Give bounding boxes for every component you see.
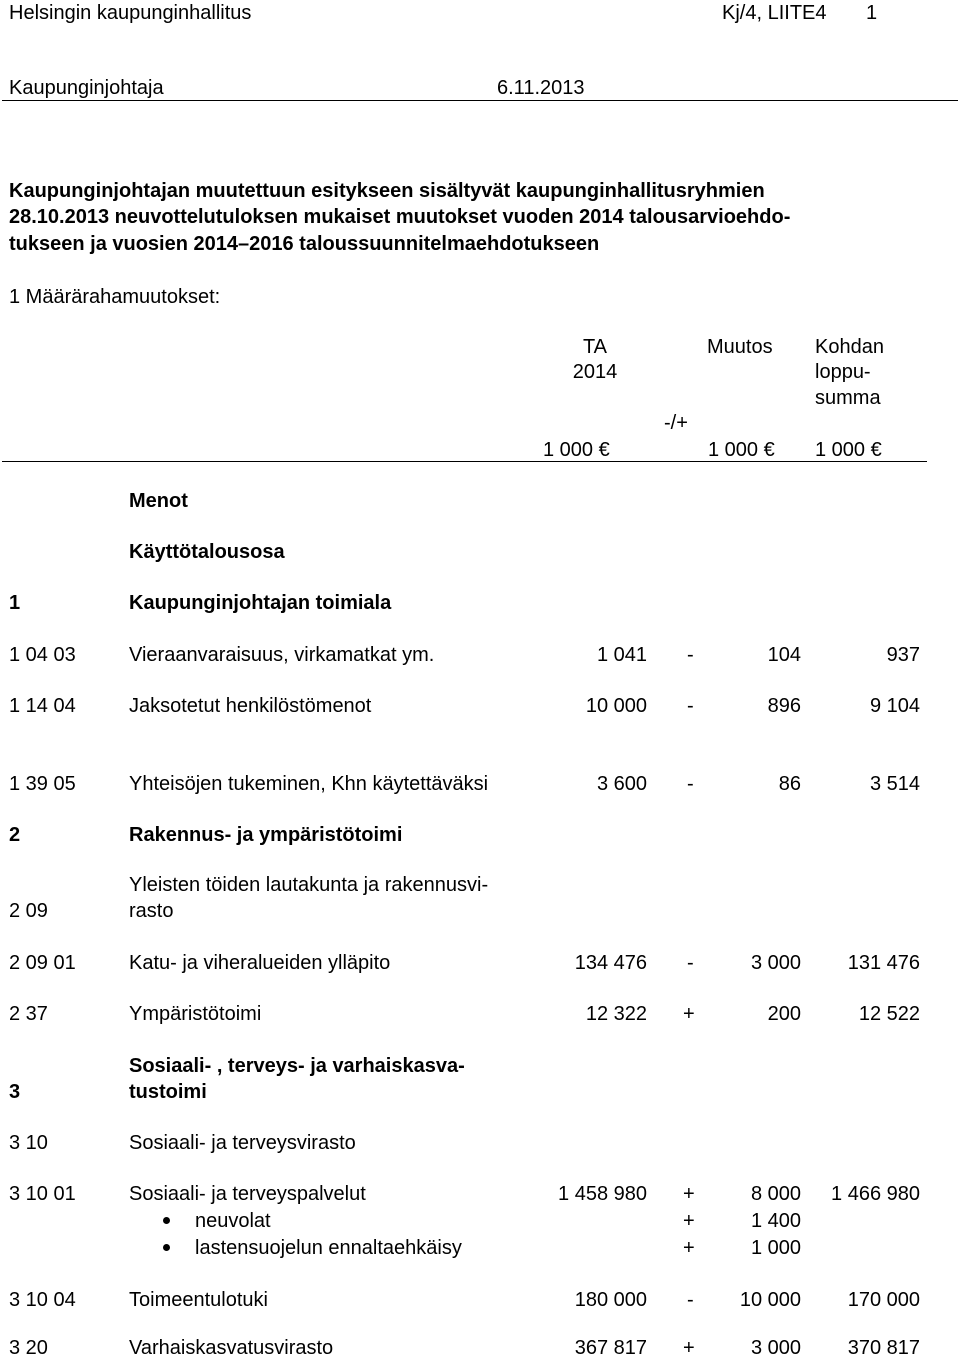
row-name: Rakennus- ja ympäristötoimi xyxy=(129,824,403,846)
row-code: 3 10 xyxy=(9,1132,48,1154)
row-code: 1 39 05 xyxy=(9,773,76,795)
col-sign: -/+ xyxy=(664,412,688,434)
header-page-number: 1 xyxy=(866,2,878,24)
row-name-line1: Sosiaali- , terveys- ja varhaiskasva- xyxy=(129,1055,465,1077)
row-total-value: 9 104 xyxy=(869,695,920,717)
row-name: Sosiaali- ja terveyspalvelut xyxy=(129,1183,366,1205)
row-change-value: 1 400 xyxy=(750,1210,801,1232)
row-name: Jaksotetut henkilöstömenot xyxy=(129,695,372,717)
header-ref: Kj/4, LIITE4 xyxy=(722,2,827,24)
title-line-3: tukseen ja vuosien 2014–2016 taloussuunnitelmaehdotukseen xyxy=(9,233,600,255)
row-sign: + xyxy=(683,1183,695,1205)
row-total-value: 3 514 xyxy=(869,773,920,795)
col-ta-unit: 1 000 € xyxy=(543,439,610,461)
row-change-value: 10 000 xyxy=(739,1289,801,1311)
row-name: Varhaiskasvatusvirasto xyxy=(129,1337,334,1359)
row-code: 1 xyxy=(9,592,21,614)
row-ta-value: 12 322 xyxy=(585,1003,647,1025)
row-sign: - xyxy=(687,952,694,974)
row-ta-value: 1 458 980 xyxy=(558,1183,647,1205)
row-code: 3 20 xyxy=(9,1337,48,1359)
row-sign: - xyxy=(687,1289,694,1311)
col-muutos-unit: 1 000 € xyxy=(708,439,775,461)
row-change-value: 104 xyxy=(767,644,801,666)
row-sign: - xyxy=(687,695,694,717)
row-name: Kaupunginjohtajan toimiala xyxy=(129,592,392,614)
header-org: Helsingin kaupunginhallitus xyxy=(9,2,252,24)
row-change-value: 1 000 xyxy=(750,1237,801,1259)
row-sign: + xyxy=(683,1210,695,1232)
title-line-1: Kaupunginjohtajan muutettuun esitykseen sisältyvät kaupunginhallitusryhmien xyxy=(9,180,765,202)
row-code: 3 10 01 xyxy=(9,1183,76,1205)
row-change-value: 3 000 xyxy=(750,1337,801,1359)
row-name: Toimeentulotuki xyxy=(129,1289,268,1311)
row-name: Vieraanvaraisuus, virkamatkat ym. xyxy=(129,644,435,666)
col-muutos: Muutos xyxy=(707,336,773,358)
row-change-value: 200 xyxy=(767,1003,801,1025)
table-header-rule xyxy=(2,461,927,462)
row-total-value: 170 000 xyxy=(847,1289,920,1311)
row-ta-value: 180 000 xyxy=(574,1289,647,1311)
row-ta-value: 134 476 xyxy=(574,952,647,974)
row-sign: - xyxy=(687,644,694,666)
col-kohdan-line3: summa xyxy=(815,387,881,409)
row-code: 2 37 xyxy=(9,1003,48,1025)
group-kayttotalousosa: Käyttötalousosa xyxy=(129,541,285,563)
row-name: Yhteisöjen tukeminen, Khn käytettäväksi xyxy=(129,773,489,795)
row-total-value: 12 522 xyxy=(858,1003,920,1025)
col-kohdan-unit: 1 000 € xyxy=(815,439,882,461)
row-code: 1 04 03 xyxy=(9,644,76,666)
row-code: 2 09 xyxy=(9,900,48,922)
row-sign: + xyxy=(683,1237,695,1259)
header-rule xyxy=(2,100,958,101)
group-menot: Menot xyxy=(129,490,188,512)
section-heading: 1 Määrärahamuutokset: xyxy=(9,286,221,308)
row-name: neuvolat xyxy=(195,1210,271,1232)
row-code: 3 10 04 xyxy=(9,1289,76,1311)
row-name: Ympäristötoimi xyxy=(129,1003,262,1025)
row-sign: - xyxy=(687,773,694,795)
row-name: lastensuojelun ennaltaehkäisy xyxy=(195,1237,462,1259)
row-name-line2: rasto xyxy=(129,900,174,922)
row-name-line2: tustoimi xyxy=(129,1081,207,1103)
row-change-value: 86 xyxy=(778,773,801,795)
row-total-value: 131 476 xyxy=(847,952,920,974)
row-total-value: 1 466 980 xyxy=(831,1183,920,1205)
row-sign: + xyxy=(683,1003,695,1025)
row-name: Katu- ja viheralueiden ylläpito xyxy=(129,952,391,974)
row-total-value: 937 xyxy=(886,644,920,666)
col-kohdan-line2: loppu- xyxy=(815,361,871,383)
row-sign: + xyxy=(683,1337,695,1359)
header-author: Kaupunginjohtaja xyxy=(9,77,164,99)
row-ta-value: 367 817 xyxy=(574,1337,647,1359)
row-ta-value: 10 000 xyxy=(585,695,647,717)
row-total-value: 370 817 xyxy=(847,1337,920,1359)
header-date: 6.11.2013 xyxy=(497,77,585,99)
row-code: 3 xyxy=(9,1081,21,1103)
row-code: 2 xyxy=(9,824,21,846)
col-ta-line1: TA xyxy=(582,336,608,358)
row-code: 2 09 01 xyxy=(9,952,76,974)
title-line-2: 28.10.2013 neuvottelutuloksen mukaiset muutokset vuoden 2014 talousarvioehdo- xyxy=(9,206,791,228)
col-kohdan-line1: Kohdan xyxy=(815,336,884,358)
row-change-value: 896 xyxy=(767,695,801,717)
row-change-value: 3 000 xyxy=(750,952,801,974)
row-name-line1: Yleisten töiden lautakunta ja rakennusvi- xyxy=(129,874,489,896)
row-change-value: 8 000 xyxy=(750,1183,801,1205)
row-ta-value: 1 041 xyxy=(596,644,647,666)
bullet-icon xyxy=(163,1244,170,1251)
bullet-icon xyxy=(163,1217,170,1224)
row-ta-value: 3 600 xyxy=(596,773,647,795)
row-name: Sosiaali- ja terveysvirasto xyxy=(129,1132,356,1154)
row-code: 1 14 04 xyxy=(9,695,76,717)
col-ta-line2: 2014 xyxy=(572,361,618,383)
